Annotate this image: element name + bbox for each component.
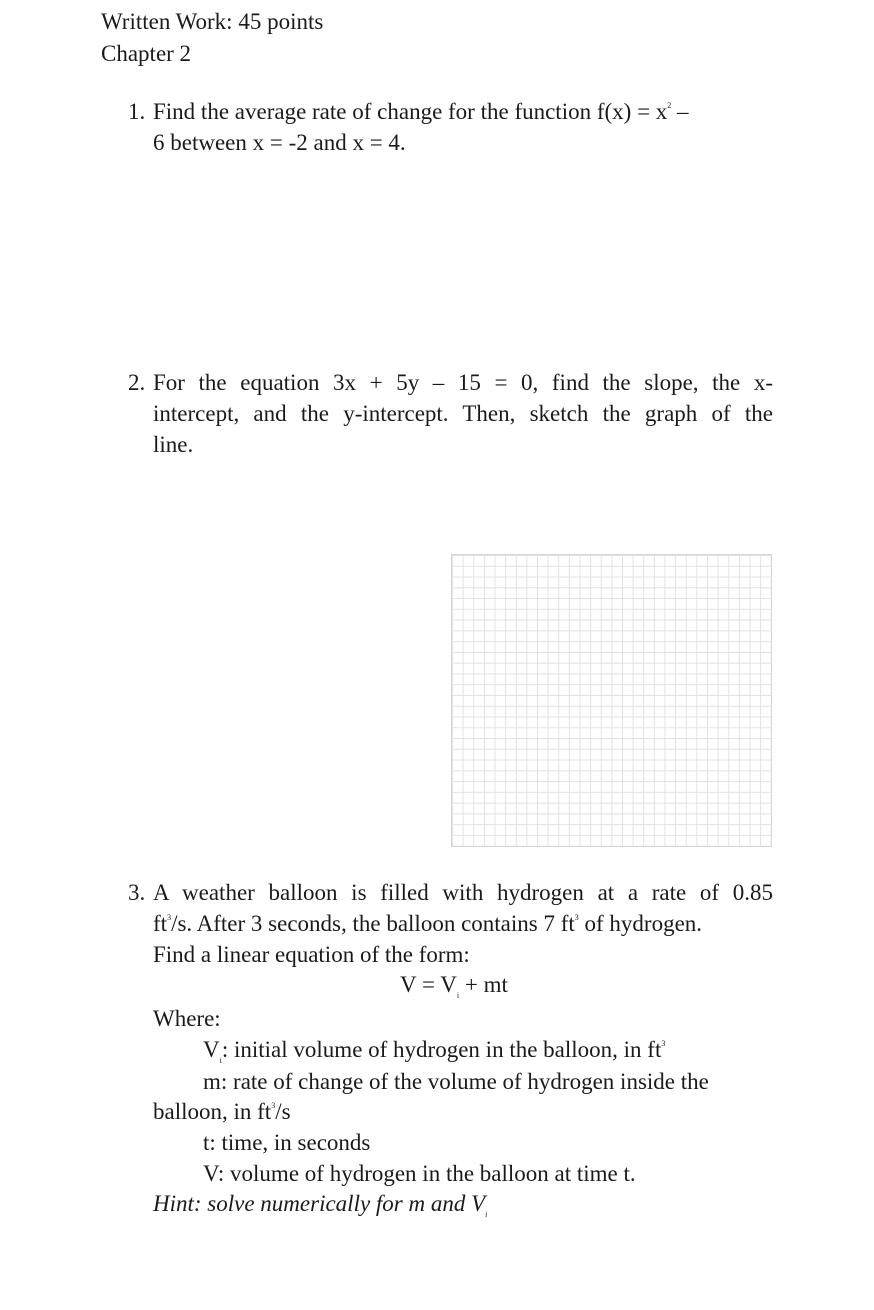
definition-v: V: volume of hydrogen in the balloon at time t. [203, 1161, 636, 1186]
where-label: Where: [153, 1006, 221, 1031]
definition-vi: $V_i$: initial volume of hydrogen in the balloon, in $ft^3$ [203, 1037, 666, 1065]
definition-m-continued: balloon, in $ft^3/s$ [153, 1099, 291, 1124]
chapter-label: Chapter 2 [101, 41, 192, 66]
question-number: 3. [128, 880, 146, 905]
definition-m: m: rate of change of the volume of hydrogen inside the [203, 1069, 709, 1094]
question-number: 1. [128, 99, 146, 124]
hint: Hint: solve numerically for m and $V_i$ [153, 1191, 488, 1219]
question-text-line: 6 between x = -2 and x = 4. [153, 130, 406, 155]
question-number: 2. [128, 370, 146, 395]
question-text-line: line. [153, 432, 194, 457]
definition-t: t: time, in seconds [203, 1130, 371, 1155]
question-text-line: Find a linear equation of the form: [153, 942, 470, 967]
question-text-line: $ft^3/s$. After 3 seconds, the balloon contains 7 $ft^3$ of hydrogen. [153, 911, 703, 936]
graph-paper-grid[interactable] [451, 554, 772, 847]
question-text-line: intercept, and the y-intercept. Then, sketch the graph of the [153, 401, 773, 426]
worksheet-title: Written Work: 45 points [101, 9, 324, 34]
question-text-line: Find the average rate of change for the function $f(x) = x^2$ – [153, 99, 689, 124]
question-text-line: A weather balloon is filled with hydrogen at a rate of 0.85 [153, 880, 773, 905]
equation: $V = V_i$ + mt [400, 972, 508, 1000]
question-text-line: For the equation 3x + 5y – 15 = 0, find the slope, the x- [153, 370, 773, 395]
